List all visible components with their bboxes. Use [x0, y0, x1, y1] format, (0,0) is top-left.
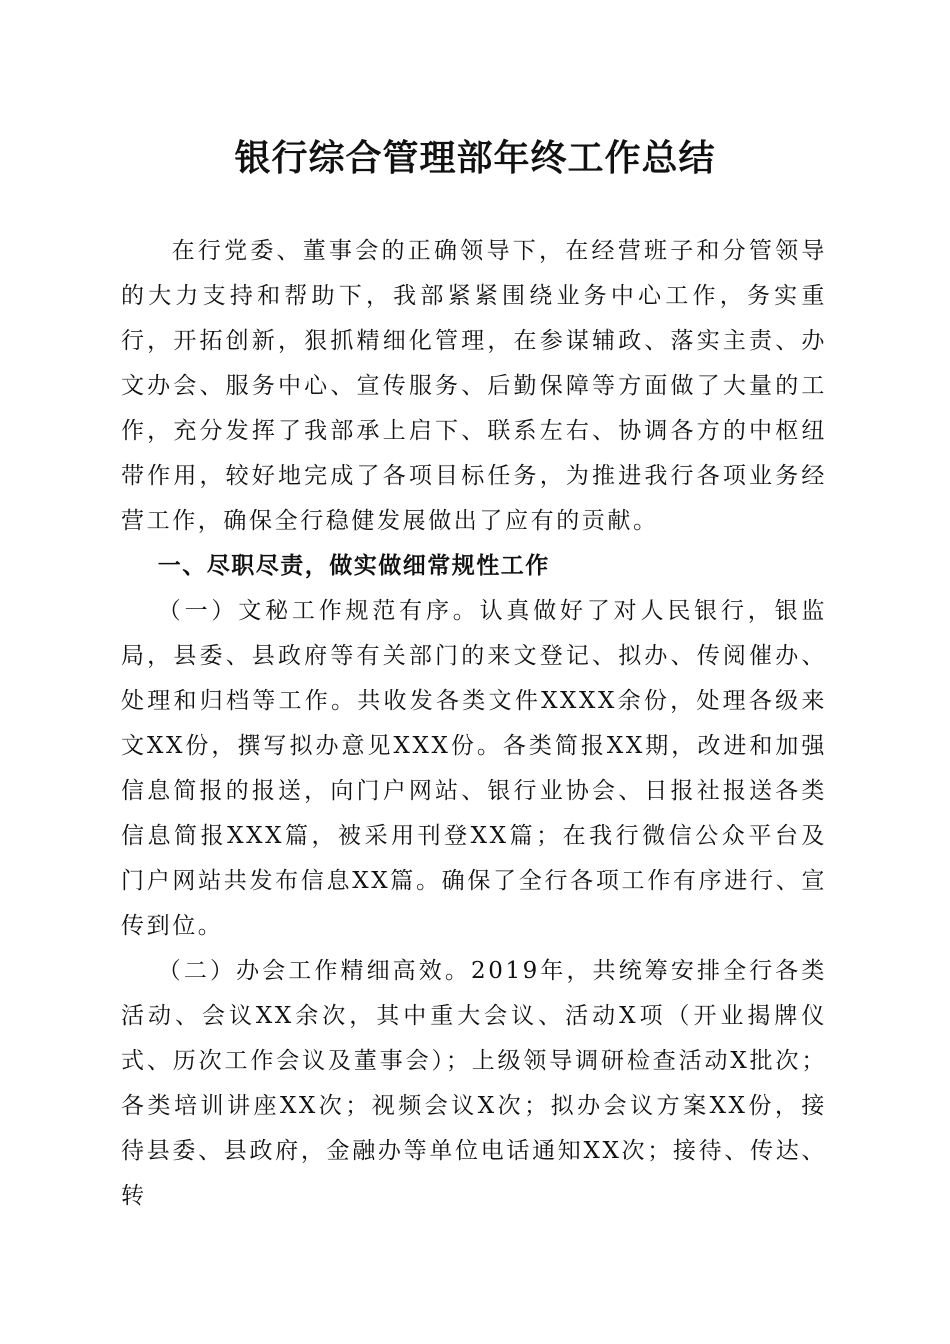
section-heading-1: 一、尽职尽责，做实做细常规性工作	[157, 553, 550, 579]
document-body	[121, 229, 827, 1219]
subsection-paragraph-2: （二）办会工作精细高效。2019年，共统筹安排全行各类活动、会议XX余次，其中重大会议、活动X项（开业揭牌仪式、历次工作会议及董事会）；上级领导调研检查活动X批次；各类培训讲座XX次；视频会议X次；拟办会议方案XX份，接待县委、县政府，金融办等单位电话通知XX次；接待、传达、转	[121, 958, 827, 1209]
subsection-paragraph-1: （一）文秘工作规范有序。认真做好了对人民银行，银监局，县委、县政府等有关部门的来文登记、拟办、传阅催办、处理和归档等工作。共收发各类文件XXXX余份，处理各级来文XX份，撰写拟办意见XXX份。各类简报XX期，改进和加强信息简报的报送，向门户网站、银行业协会、日报社报送各类信息简报XXX篇，被采用刊登XX篇；在我行微信公众平台及门户网站共发布信息XX篇。确保了全行各项工作有序进行、宣传到位。	[121, 598, 827, 939]
document-title: 银行综合管理部年终工作总结	[234, 137, 716, 179]
intro-paragraph: 在行党委、董事会的正确领导下，在经营班子和分管领导的大力支持和帮助下，我部紧紧围绕业务中心工作，务实重行，开拓创新，狠抓精细化管理，在参谋辅政、落实主责、办文办会、服务中心、宣传服务、后勤保障等方面做了大量的工作，充分发挥了我部承上启下、联系左右、协调各方的中枢纽带作用，较好地完成了各项目标任务，为推进我行各项业务经营工作，确保全行稳健发展做出了应有的贡献。	[121, 238, 827, 534]
